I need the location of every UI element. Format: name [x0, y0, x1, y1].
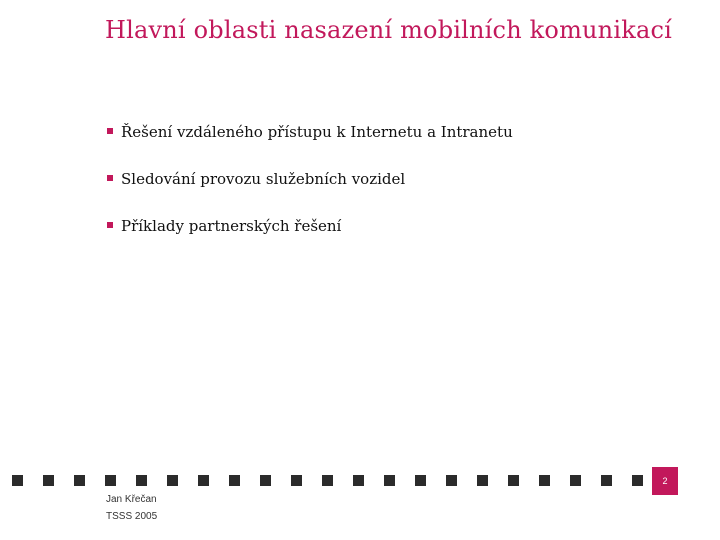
- decorative-square: [105, 475, 116, 486]
- decorative-square: [353, 475, 364, 486]
- decorative-square: [570, 475, 581, 486]
- bullet-square-icon: [107, 222, 113, 228]
- decorative-square: [12, 475, 23, 486]
- decorative-square: [477, 475, 488, 486]
- decorative-square: [198, 475, 209, 486]
- bullet-list: [107, 120, 513, 261]
- decorative-square: [446, 475, 457, 486]
- bullet-text: Řešení vzdáleného přístupu k Internetu a Intranetu: [121, 123, 513, 141]
- decorative-square: [167, 475, 178, 486]
- bullet-item: [107, 120, 513, 144]
- decorative-square: [384, 475, 395, 486]
- decorative-square: [74, 475, 85, 486]
- page-number: 2: [652, 467, 678, 495]
- decorative-square: [291, 475, 302, 486]
- decorative-square: [136, 475, 147, 486]
- bullet-square-icon: [107, 128, 113, 134]
- footer-event: TSSS 2005: [106, 511, 158, 522]
- bullet-text: Příklady partnerských řešení: [121, 217, 342, 235]
- decorative-square: [260, 475, 271, 486]
- decorative-square: [539, 475, 550, 486]
- decorative-square: [322, 475, 333, 486]
- bullet-item: [107, 214, 513, 238]
- decorative-square: [43, 475, 54, 486]
- footer-author: Jan Křečan: [106, 494, 157, 505]
- decorative-square: [601, 475, 612, 486]
- decorative-square: [415, 475, 426, 486]
- decorative-square: [229, 475, 240, 486]
- bullet-square-icon: [107, 175, 113, 181]
- slide-title: Hlavní oblasti nasazení mobilních komunikací: [105, 16, 672, 44]
- decorative-square-row: [12, 475, 652, 487]
- bullet-text: Sledování provozu služebních vozidel: [121, 170, 406, 188]
- decorative-square: [508, 475, 519, 486]
- bullet-item: [107, 167, 513, 191]
- decorative-square: [632, 475, 643, 486]
